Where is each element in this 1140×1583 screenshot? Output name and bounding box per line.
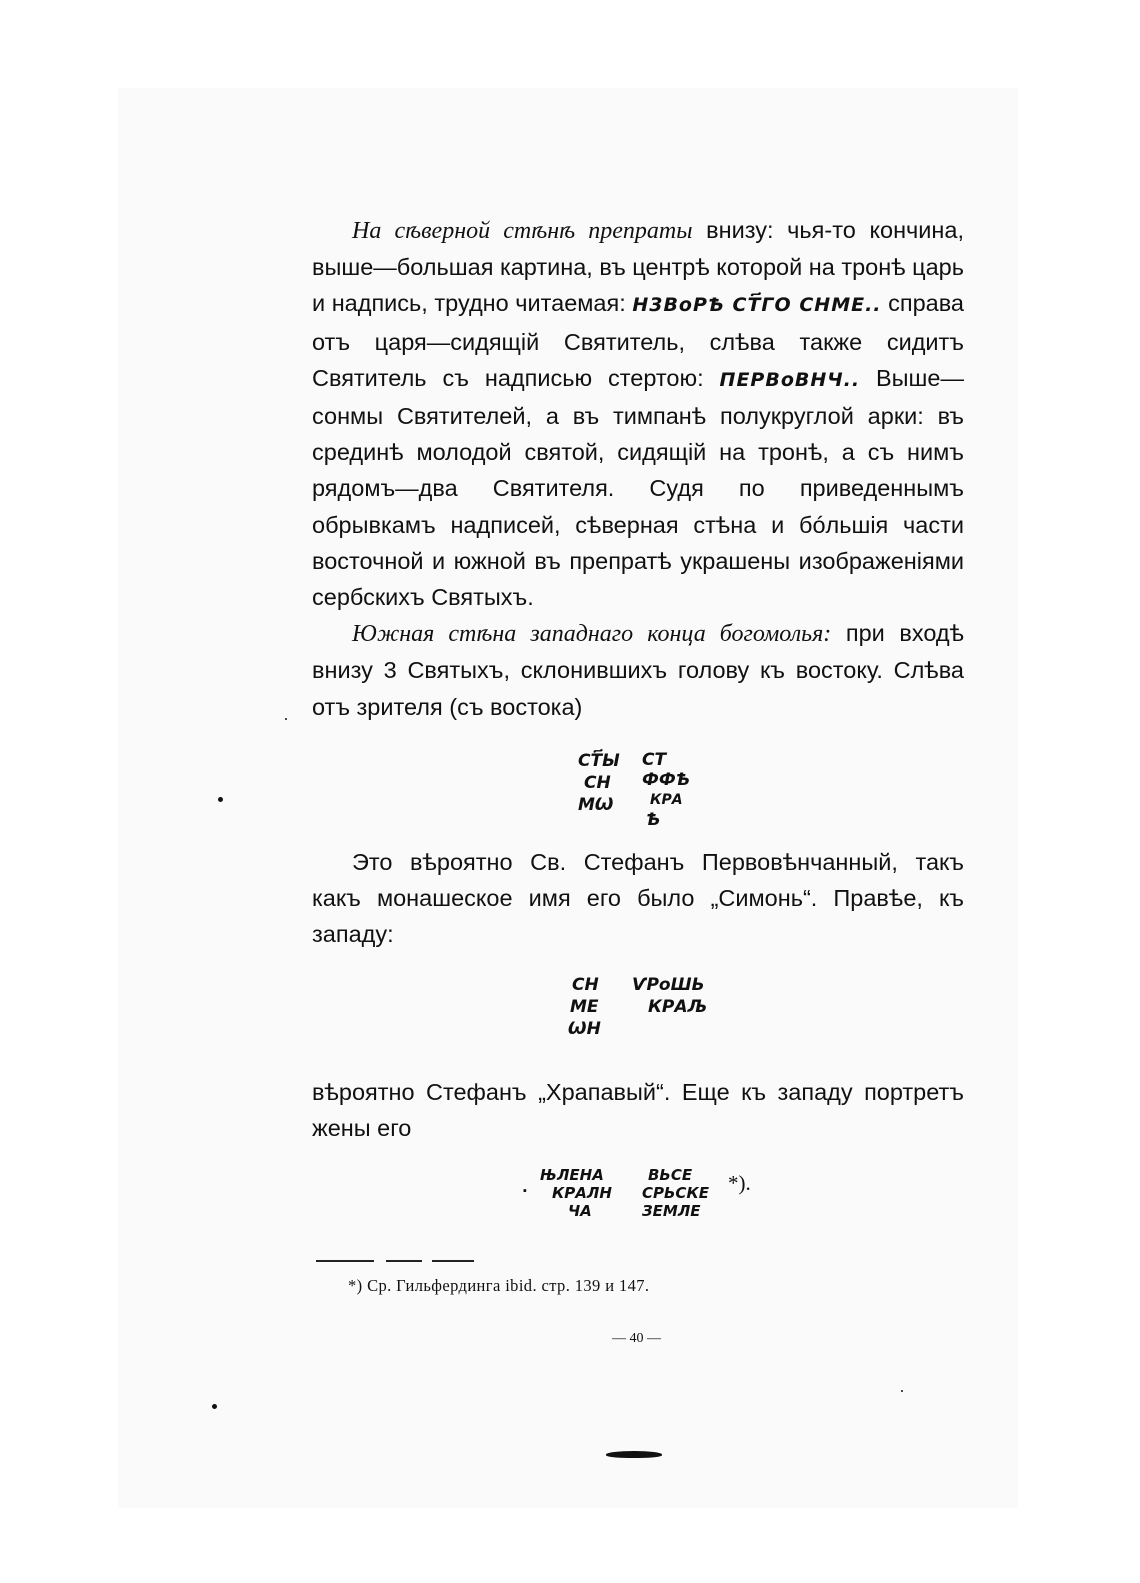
inscription-block-2 [568,974,718,1044]
ink-speck [285,718,287,720]
inscription-line: СРЬСКЕ [642,1184,709,1202]
footnote: *) Ср. Гильфердинга ibid. стр. 139 и 147. [348,1276,650,1295]
inscription-line: ФФѢ [642,770,691,790]
paragraph-text: внизу: чья-то кончина, выше—большая картина, въ центрѣ которой на тронѣ царь и надпись, трудно читаемая: [312,217,964,317]
italic-heading-south: Южная стѣна западнаго конца богомолья: [352,621,832,648]
ink-speck [212,1404,217,1409]
ink-speck [218,797,223,802]
inscription-line: ЗЕМЛЕ [642,1202,701,1220]
inscription-dot: . [522,1178,528,1196]
footnote-divider [386,1260,422,1262]
paragraph-north-wall [312,212,964,615]
inscription-inline-1: Н3ВоРѢ СТ҃ГО СНМЕ.. [632,294,882,317]
inscription-line: МѠ [578,795,614,815]
inscription-line: КРАЉ [648,997,708,1017]
inscription-line: ВЬСЕ [648,1166,693,1184]
inscription-line: КРА [650,792,683,808]
ink-smudge [606,1451,662,1458]
inscription-block-1 [578,750,698,834]
italic-heading-north: На сѣверной стѣнѣ препраты [352,218,693,244]
paragraph-text: вѣроятно Стефанъ „Храпавый“. Еще къ западу портретъ жены его [312,1079,964,1142]
main-text [312,212,964,725]
paragraph-text: Выше—сонмы Святителей, а въ тимпанѣ полукруглой арки: въ срединѣ молодой святой, сидящій на тронѣ, а съ нимъ рядомъ—два Святителя. Судя по приведеннымъ обрывкамъ надписей, сѣверная стѣна и бóльшія части восточной и южной въ препратѣ украшены изображеніями сербскихъ Святыхъ. [312,364,964,611]
inscription-column-left [578,750,620,816]
footnote-divider [432,1260,474,1262]
paragraph-south-wall [312,615,964,725]
inscription-column-right [642,750,690,830]
inscription-line: Ѣ [646,810,661,830]
paragraph-text: при входѣ внизу 3 Святыхъ, склонившихъ голову къ востоку. Слѣва отъ зрителя (съ востока) [312,620,965,720]
inscription-line: ѠН [568,1019,601,1039]
inscription-column-1 [540,1166,612,1220]
paragraph-portrait [312,1074,964,1146]
inscription-line: СТ҃Ы [578,751,620,771]
inscription-line: СН [584,773,611,793]
inscription-line: ЧА [568,1202,592,1220]
inscription-block-3 [522,1166,762,1226]
paragraph-text: справа отъ царя—сидящій Святитель, слѣва также сидитъ Святитель съ надписью стертою: [312,290,965,391]
inscription-column-right [632,974,707,1018]
page-number: — 40 — [612,1331,661,1346]
paragraph-stefan [312,844,964,953]
inscription-line: СН [572,975,599,995]
inscription-inline-2: ПЕРВоВНЧ.. [719,368,861,391]
footnote-marker: *). [728,1171,751,1195]
inscription-line: МЕ [570,997,599,1017]
inscription-line: СТ [642,750,667,770]
inscription-line: ЊЛЕНА [540,1166,604,1184]
main-text-continued [312,844,964,953]
inscription-line: КРАЛН [552,1184,612,1202]
inscription-column-left [568,974,601,1040]
paragraph-text: Это вѣроятно Св. Стефанъ Первовѣнчанный, такъ какъ монашеское имя его было „Симонь“. Правѣе, къ западу: [312,849,964,948]
footnote-divider [316,1260,374,1262]
inscription-line: ѴРоШЬ [632,975,705,995]
ink-speck [901,1390,903,1392]
inscription-column-2 [642,1166,709,1220]
main-text-end [312,1074,964,1146]
